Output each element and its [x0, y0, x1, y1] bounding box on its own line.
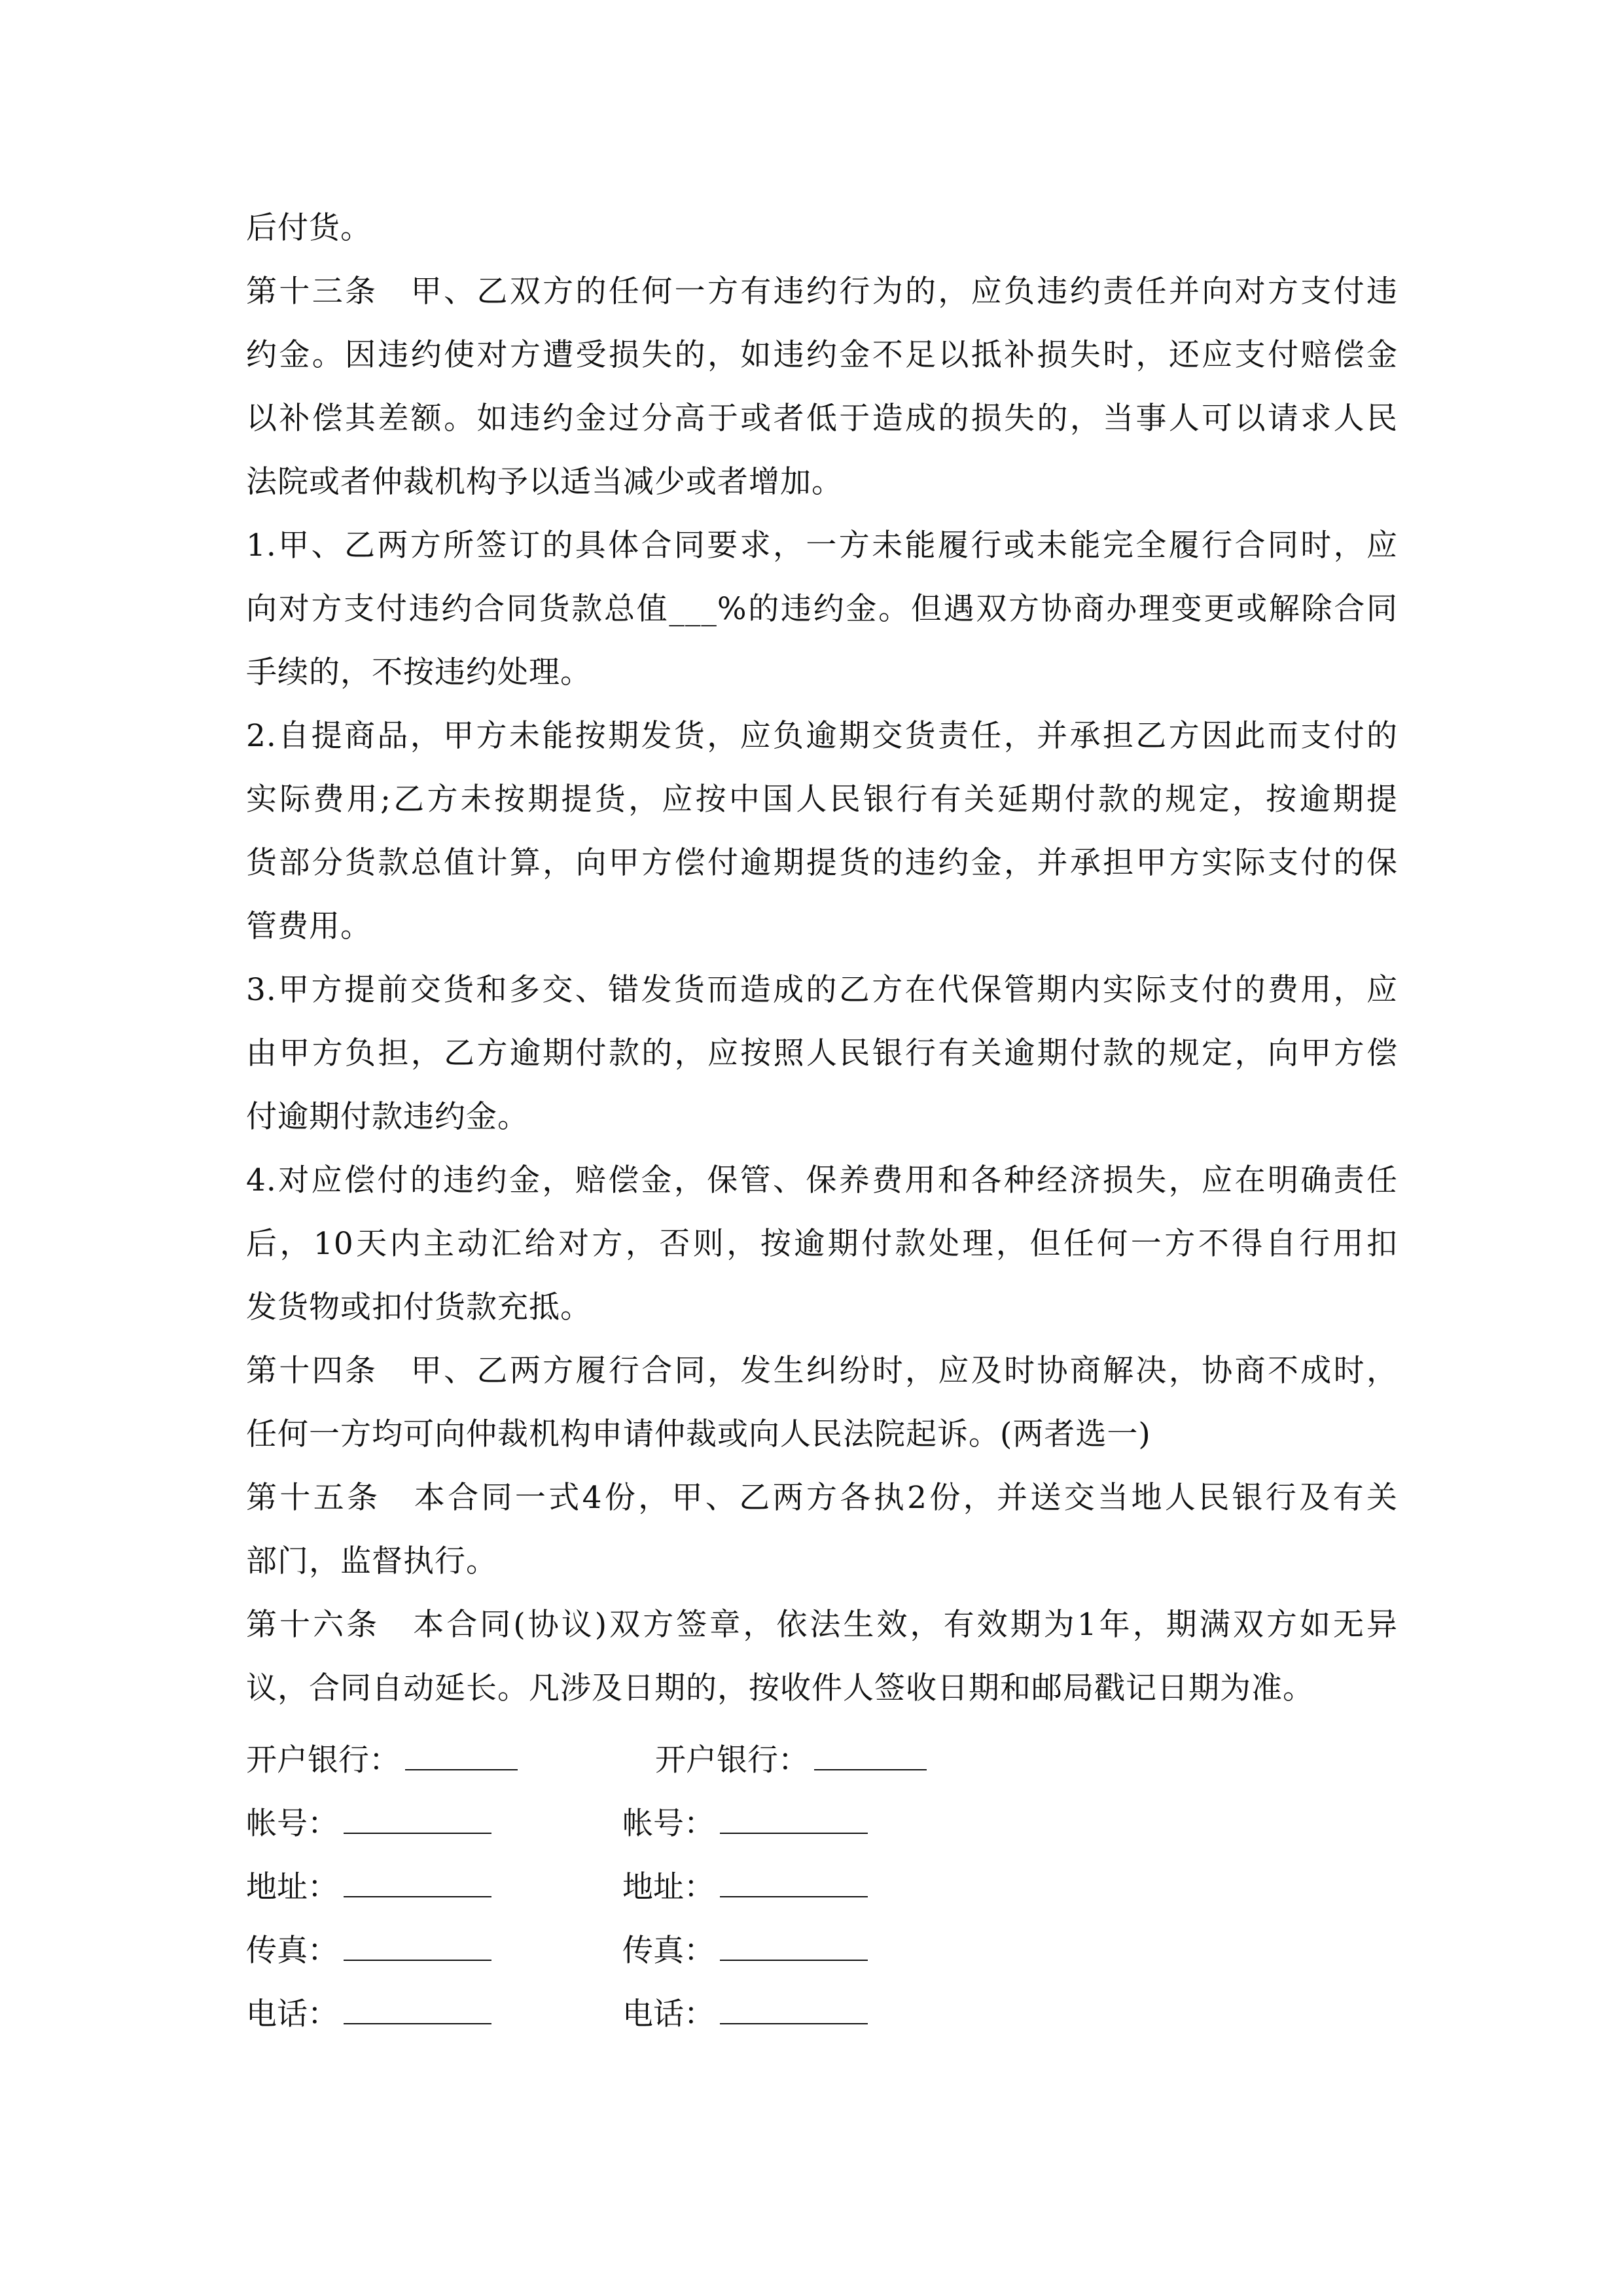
paragraph-line-4: 以补偿其差额。如违约金过分高于或者低于造成的损失的，当事人可以请求人民: [246, 401, 1398, 437]
party-b-account-blank[interactable]: [720, 1801, 868, 1834]
paragraph-line-9: 2.自提商品，甲方未能按期发货，应负逾期交货责任，并承担乙方因此而支付的: [246, 718, 1398, 754]
paragraph-line-6: 1.甲、乙两方所签订的具体合同要求，一方未能履行或未能完全履行合同时，应: [246, 528, 1398, 564]
address-row: [246, 1856, 1031, 1919]
party-b-address-blank[interactable]: [720, 1865, 868, 1897]
party-a-account-field: [246, 1792, 491, 1856]
party-a-account-label: 帐号：: [246, 1806, 338, 1842]
paragraph-line-17: 后，10天内主动汇给对方，否则，按逾期付款处理，但任何一方不得自行用扣: [246, 1226, 1398, 1262]
paragraph-line-13: 3.甲方提前交货和多交、错发货而造成的乙方在代保管期内实际支付的费用，应: [246, 972, 1398, 1008]
phone-row: [246, 1982, 1031, 2046]
party-b-fax-blank[interactable]: [720, 1928, 868, 1961]
paragraph-line-1: 后付货。: [246, 210, 372, 246]
party-b-phone-field: [622, 1982, 868, 2046]
party-a-bank-field: [246, 1729, 518, 1792]
party-b-bank-field: [655, 1729, 927, 1792]
party-b-phone-blank[interactable]: [720, 1992, 868, 2024]
party-a-phone-label: 电话：: [246, 1996, 338, 2032]
paragraph-line-15: 付逾期付款违约金。: [246, 1099, 529, 1135]
party-a-address-blank[interactable]: [344, 1865, 491, 1897]
paragraph-line-2: 第十三条 甲、乙双方的任何一方有违约行为的，应负违约责任并向对方支付违: [246, 274, 1398, 310]
paragraph-line-18: 发货物或扣付货款充抵。: [246, 1289, 592, 1325]
party-a-phone-field: [246, 1982, 491, 2046]
party-a-address-label: 地址：: [246, 1869, 338, 1905]
paragraph-line-3: 约金。因违约使对方遭受损失的，如违约金不足以抵补损失时，还应支付赔偿金: [246, 337, 1398, 373]
paragraph-line-20: 任何一方均可向仲裁机构申请仲裁或向人民法院起诉。(两者选一): [246, 1416, 1151, 1452]
party-a-bank-blank[interactable]: [405, 1738, 518, 1770]
party-b-address-field: [622, 1856, 868, 1919]
party-b-bank-blank[interactable]: [814, 1738, 927, 1770]
party-b-address-label: 地址：: [622, 1869, 715, 1905]
paragraph-line-7: 向对方支付违约合同货款总值___%的违约金。但遇双方协商办理变更或解除合同: [246, 591, 1398, 627]
account-row: [246, 1792, 1031, 1856]
paragraph-line-21: 第十五条 本合同一式4份，甲、乙两方各执2份，并送交当地人民银行及有关: [246, 1480, 1398, 1516]
paragraph-line-11: 货部分货款总值计算，向甲方偿付逾期提货的违约金，并承担甲方实际支付的保: [246, 845, 1398, 881]
party-a-fax-field: [246, 1919, 491, 1982]
party-b-fax-label: 传真：: [622, 1933, 715, 1969]
paragraph-line-5: 法院或者仲裁机构予以适当减少或者增加。: [246, 464, 843, 500]
paragraph-line-12: 管费用。: [246, 908, 372, 944]
paragraph-line-14: 由甲方负担，乙方逾期付款的，应按照人民银行有关逾期付款的规定，向甲方偿: [246, 1035, 1398, 1071]
paragraph-line-23: 第十六条 本合同(协议)双方签章，依法生效，有效期为1年，期满双方如无异: [246, 1607, 1398, 1643]
paragraph-line-10: 实际费用;乙方未按期提货，应按中国人民银行有关延期付款的规定，按逾期提: [246, 781, 1398, 817]
party-a-fax-blank[interactable]: [344, 1928, 491, 1961]
party-b-account-label: 帐号：: [622, 1806, 715, 1842]
party-a-phone-blank[interactable]: [344, 1992, 491, 2024]
paragraph-line-24: 议，合同自动延长。凡涉及日期的，按收件人签收日期和邮局戳记日期为准。: [246, 1670, 1314, 1706]
party-a-account-blank[interactable]: [344, 1801, 491, 1834]
paragraph-line-19: 第十四条 甲、乙两方履行合同，发生纠纷时，应及时协商解决，协商不成时，: [246, 1353, 1398, 1389]
paragraph-line-16: 4.对应偿付的违约金，赔偿金，保管、保养费用和各种经济损失，应在明确责任: [246, 1162, 1398, 1198]
party-a-address-field: [246, 1856, 491, 1919]
signature-block: [246, 1729, 1031, 2046]
paragraph-line-22: 部门，监督执行。: [246, 1543, 497, 1579]
bank-row: [246, 1729, 1031, 1792]
party-a-bank-label: 开户银行：: [246, 1742, 400, 1778]
contract-text: [246, 196, 1398, 1720]
party-b-phone-label: 电话：: [622, 1996, 715, 2032]
party-b-bank-label: 开户银行：: [655, 1742, 809, 1778]
party-b-account-field: [622, 1792, 868, 1856]
party-a-fax-label: 传真：: [246, 1933, 338, 1969]
paragraph-line-8: 手续的，不按违约处理。: [246, 655, 592, 691]
party-b-fax-field: [622, 1919, 868, 1982]
fax-row: [246, 1919, 1031, 1982]
